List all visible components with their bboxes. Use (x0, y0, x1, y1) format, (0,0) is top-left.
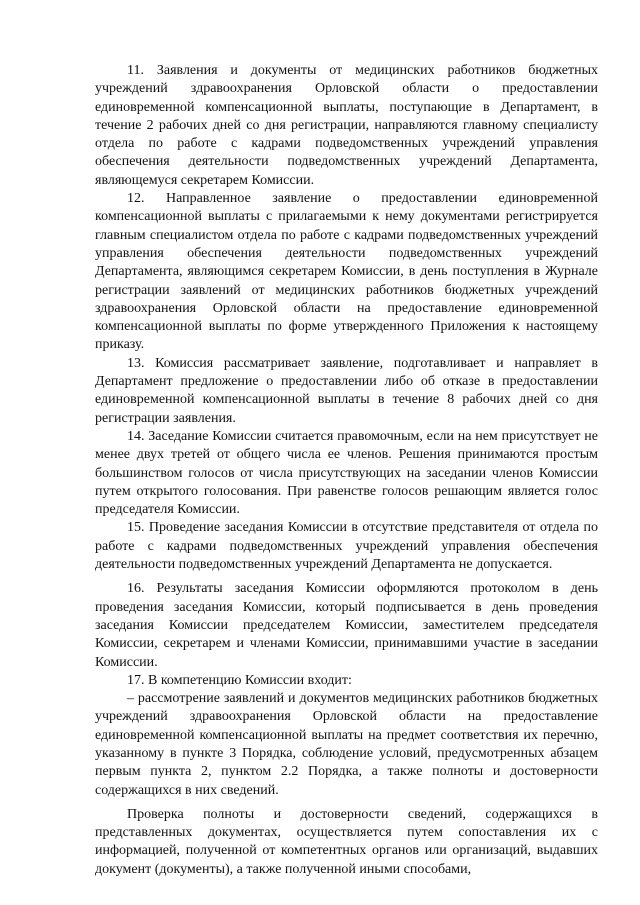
paragraph-17: 17. В компетенцию Комиссии входит: (127, 672, 352, 688)
paragraph-14: 14. Заседание Комиссии считается правомочным, если на нем присутствует не менее двух третей от общего числа ее членов. Решения принимаются простым большинством голосов от числа присутствующих на заседании членов Комиссии путем открытого голосования. При равенстве голосов решающим является голос председателя Комиссии. (95, 428, 598, 518)
paragraph-13: 13. Комиссия рассматривает заявление, подготавливает и направляет в Департамент предложение о предоставлении либо об отказе в предоставлении единовременной компенсационной выплаты в течение 8 рабочих дней со дня регистрации заявления. (95, 355, 598, 426)
paragraph-verification: Проверка полноты и достоверности сведений, содержащихся в представленных документах, осуществляется путем сопоставления их с информацией, полученной от компетентных органов или организаций, выдавших документ (документы), а также полученной иными способами, (95, 806, 598, 877)
paragraph-12: 12. Направленное заявление о предоставлении единовременной компенсационной выплаты с прилагаемыми к нему документами регистрируется главным специалистом отдела по работе с кадрами подведомственных учреждений управления обеспечения деятельности подведомственных учреждений Департамента, являющимся секретарем Комиссии, в день поступления в Журнале регистрации заявлений от медицинских работников бюджетных учреждений здравоохранения Орловской области на предоставление единовременной компенсационной выплаты по форме утвержденного Приложения к настоящему приказу. (95, 191, 598, 353)
paragraph-15: 15. Проведение заседания Комиссии в отсутствие представителя от отдела по работе с кадрами подведомственных учреждений управления обеспечения деятельности подведомственных учреждений Департамента не допускается. (95, 520, 598, 573)
paragraph-11: 11. Заявления и документы от медицинских работников бюджетных учреждений здравоохранения Орловской области о предоставлении единовременной компенсационной выплаты, поступающие в Департамент, в течение 2 рабочих дней со дня регистрации, направляются главному специалисту отдела по работе с кадрами подведомственных учреждений управления обеспечения деятельности подведомственных учреждений Департамента, являющемуся секретарем Комиссии. (95, 63, 598, 188)
list-item-review: – рассмотрение заявлений и документов медицинских работников бюджетных учреждений здравоохранения Орловской области на предоставление единовременной компенсационной выплаты на предмет соответствия их перечню, указанному в пункте 3 Порядка, соблюдение условий, предусмотренных абзацем первым пункта 2, пунктом 2.2 Порядка, а также полноты и достоверности содержащихся в них сведений. (95, 691, 598, 798)
paragraph-16: 16. Результаты заседания Комиссии оформляются протоколом в день проведения заседания Комиссии, который подписывается в день проведения заседания Комиссии председателем Комиссии, заместителем председателя Комиссии, секретарем и членами Комиссии, принимавшими участие в заседании Комиссии. (95, 581, 598, 670)
document-body (95, 62, 598, 879)
